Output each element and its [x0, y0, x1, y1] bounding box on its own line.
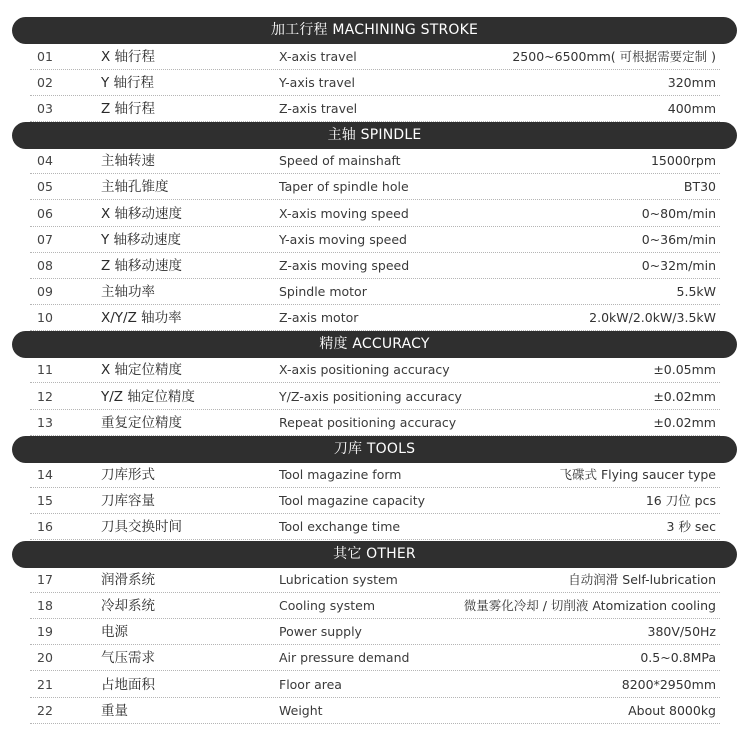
row-label-zh: Y/Z 轴定位精度 — [101, 389, 195, 405]
section-header-tools: 刀库 TOOLS — [12, 436, 737, 463]
row-label-zh: Z 轴行程 — [101, 101, 156, 117]
row-value: About 8000kg — [628, 703, 716, 718]
table-row — [30, 253, 720, 279]
row-number: 11 — [37, 362, 53, 377]
row-label-zh: X 轴移动速度 — [101, 206, 183, 222]
row-value: 15000rpm — [650, 153, 716, 168]
table-row — [30, 698, 720, 724]
row-label-zh: 冷却系统 — [101, 598, 155, 614]
row-value: 320mm — [667, 75, 716, 90]
table-row — [30, 44, 720, 70]
row-value: 0~32m/min — [641, 258, 716, 273]
table-row — [30, 148, 720, 174]
row-label-en: Tool magazine form — [279, 467, 402, 482]
row-label-en: Z-axis motor — [279, 310, 359, 325]
row-label-en: Z-axis moving speed — [279, 258, 410, 273]
row-label-en: Cooling system — [279, 598, 375, 613]
row-label-zh: 刀库容量 — [101, 493, 155, 509]
row-value: 自动润滑 Self-lubrication — [568, 572, 716, 587]
row-label-zh: 刀具交换时间 — [101, 519, 182, 535]
row-number: 19 — [37, 624, 53, 639]
table-row — [30, 593, 720, 619]
table-row — [30, 174, 720, 200]
row-value: 2500~6500mm( 可根据需要定制 ) — [512, 49, 716, 64]
row-label-en: Power supply — [279, 624, 362, 639]
row-label-en: Y/Z-axis positioning accuracy — [279, 389, 462, 404]
row-number: 07 — [37, 232, 53, 247]
row-label-en: X-axis travel — [279, 49, 357, 64]
section-header-other: 其它 OTHER — [12, 541, 737, 568]
row-number: 04 — [37, 153, 53, 168]
row-value: 8200*2950mm — [621, 677, 716, 692]
row-number: 21 — [37, 677, 53, 692]
row-label-zh: 占地面积 — [101, 677, 155, 693]
table-row — [30, 70, 720, 96]
row-label-zh: 重复定位精度 — [101, 415, 182, 431]
row-label-en: X-axis positioning accuracy — [279, 362, 450, 377]
row-value: BT30 — [683, 179, 716, 194]
row-label-zh: 刀库形式 — [101, 467, 155, 483]
table-row — [30, 357, 720, 383]
row-label-zh: 重量 — [101, 703, 128, 719]
row-number: 18 — [37, 598, 53, 613]
row-label-en: Lubrication system — [279, 572, 398, 587]
row-label-zh: Y 轴移动速度 — [101, 232, 182, 248]
section-header-spindle: 主轴 SPINDLE — [12, 122, 737, 149]
row-value: ±0.05mm — [653, 362, 716, 377]
row-label-zh: 电源 — [101, 624, 128, 640]
table-row — [30, 96, 720, 122]
row-number: 05 — [37, 179, 53, 194]
row-value: 2.0kW/2.0kW/3.5kW — [589, 310, 716, 325]
row-number: 16 — [37, 519, 53, 534]
row-value: 0~36m/min — [641, 232, 716, 247]
row-value: 0.5~0.8MPa — [640, 650, 716, 665]
row-label-en: Z-axis travel — [279, 101, 358, 116]
row-label-en: X-axis moving speed — [279, 206, 409, 221]
row-value: 380V/50Hz — [647, 624, 716, 639]
row-label-zh: X/Y/Z 轴功率 — [101, 310, 182, 326]
row-label-zh: X 轴行程 — [101, 49, 156, 65]
table-row — [30, 410, 720, 436]
table-row — [30, 279, 720, 305]
row-label-zh: 主轴孔锥度 — [101, 179, 169, 195]
row-label-zh: 润滑系统 — [101, 572, 155, 588]
row-number: 13 — [37, 415, 53, 430]
row-label-en: Repeat positioning accuracy — [279, 415, 457, 430]
row-value: 微量雾化冷却 / 切削液 Atomization cooling — [463, 598, 716, 613]
row-label-zh: 主轴转速 — [101, 153, 155, 169]
row-label-en: Taper of spindle hole — [279, 179, 409, 194]
row-number: 15 — [37, 493, 53, 508]
row-label-zh: 主轴功率 — [101, 284, 155, 300]
row-label-zh: X 轴定位精度 — [101, 362, 183, 378]
row-label-en: Tool exchange time — [279, 519, 401, 534]
row-number: 02 — [37, 75, 53, 90]
table-row — [30, 488, 720, 514]
row-number: 20 — [37, 650, 53, 665]
table-row — [30, 462, 720, 488]
row-label-zh: Z 轴移动速度 — [101, 258, 183, 274]
row-number: 06 — [37, 206, 53, 221]
row-value: 飞碟式 Flying saucer type — [559, 467, 716, 482]
row-label-en: Spindle motor — [279, 284, 367, 299]
row-number: 22 — [37, 703, 53, 718]
row-label-zh: 气压需求 — [101, 650, 155, 666]
table-row — [30, 645, 720, 671]
row-label-zh: Y 轴行程 — [101, 75, 155, 91]
table-row — [30, 305, 720, 331]
table-row — [30, 227, 720, 253]
row-value: ±0.02mm — [653, 415, 716, 430]
row-number: 10 — [37, 310, 53, 325]
table-row — [30, 384, 720, 410]
table-row — [30, 567, 720, 593]
row-label-en: Y-axis moving speed — [279, 232, 407, 247]
row-number: 03 — [37, 101, 53, 116]
row-number: 09 — [37, 284, 53, 299]
row-label-en: Weight — [279, 703, 323, 718]
table-row — [30, 201, 720, 227]
row-number: 17 — [37, 572, 53, 587]
row-number: 01 — [37, 49, 53, 64]
table-row — [30, 672, 720, 698]
row-value: 16 刀位 pcs — [645, 493, 716, 508]
row-number: 08 — [37, 258, 53, 273]
table-row — [30, 514, 720, 540]
row-label-en: Y-axis travel — [279, 75, 355, 90]
row-value: 400mm — [667, 101, 716, 116]
section-header-accuracy: 精度 ACCURACY — [12, 331, 737, 358]
row-label-en: Floor area — [279, 677, 342, 692]
row-value: 0~80m/min — [641, 206, 716, 221]
table-row — [30, 619, 720, 645]
row-value: ±0.02mm — [653, 389, 716, 404]
row-label-en: Tool magazine capacity — [279, 493, 426, 508]
section-header-machining-stroke: 加工行程 MACHINING STROKE — [12, 17, 737, 44]
row-label-en: Air pressure demand — [279, 650, 410, 665]
row-value: 5.5kW — [676, 284, 716, 299]
row-number: 12 — [37, 389, 53, 404]
row-value: 3 秒 sec — [666, 519, 716, 534]
row-label-en: Speed of mainshaft — [279, 153, 401, 168]
row-number: 14 — [37, 467, 53, 482]
